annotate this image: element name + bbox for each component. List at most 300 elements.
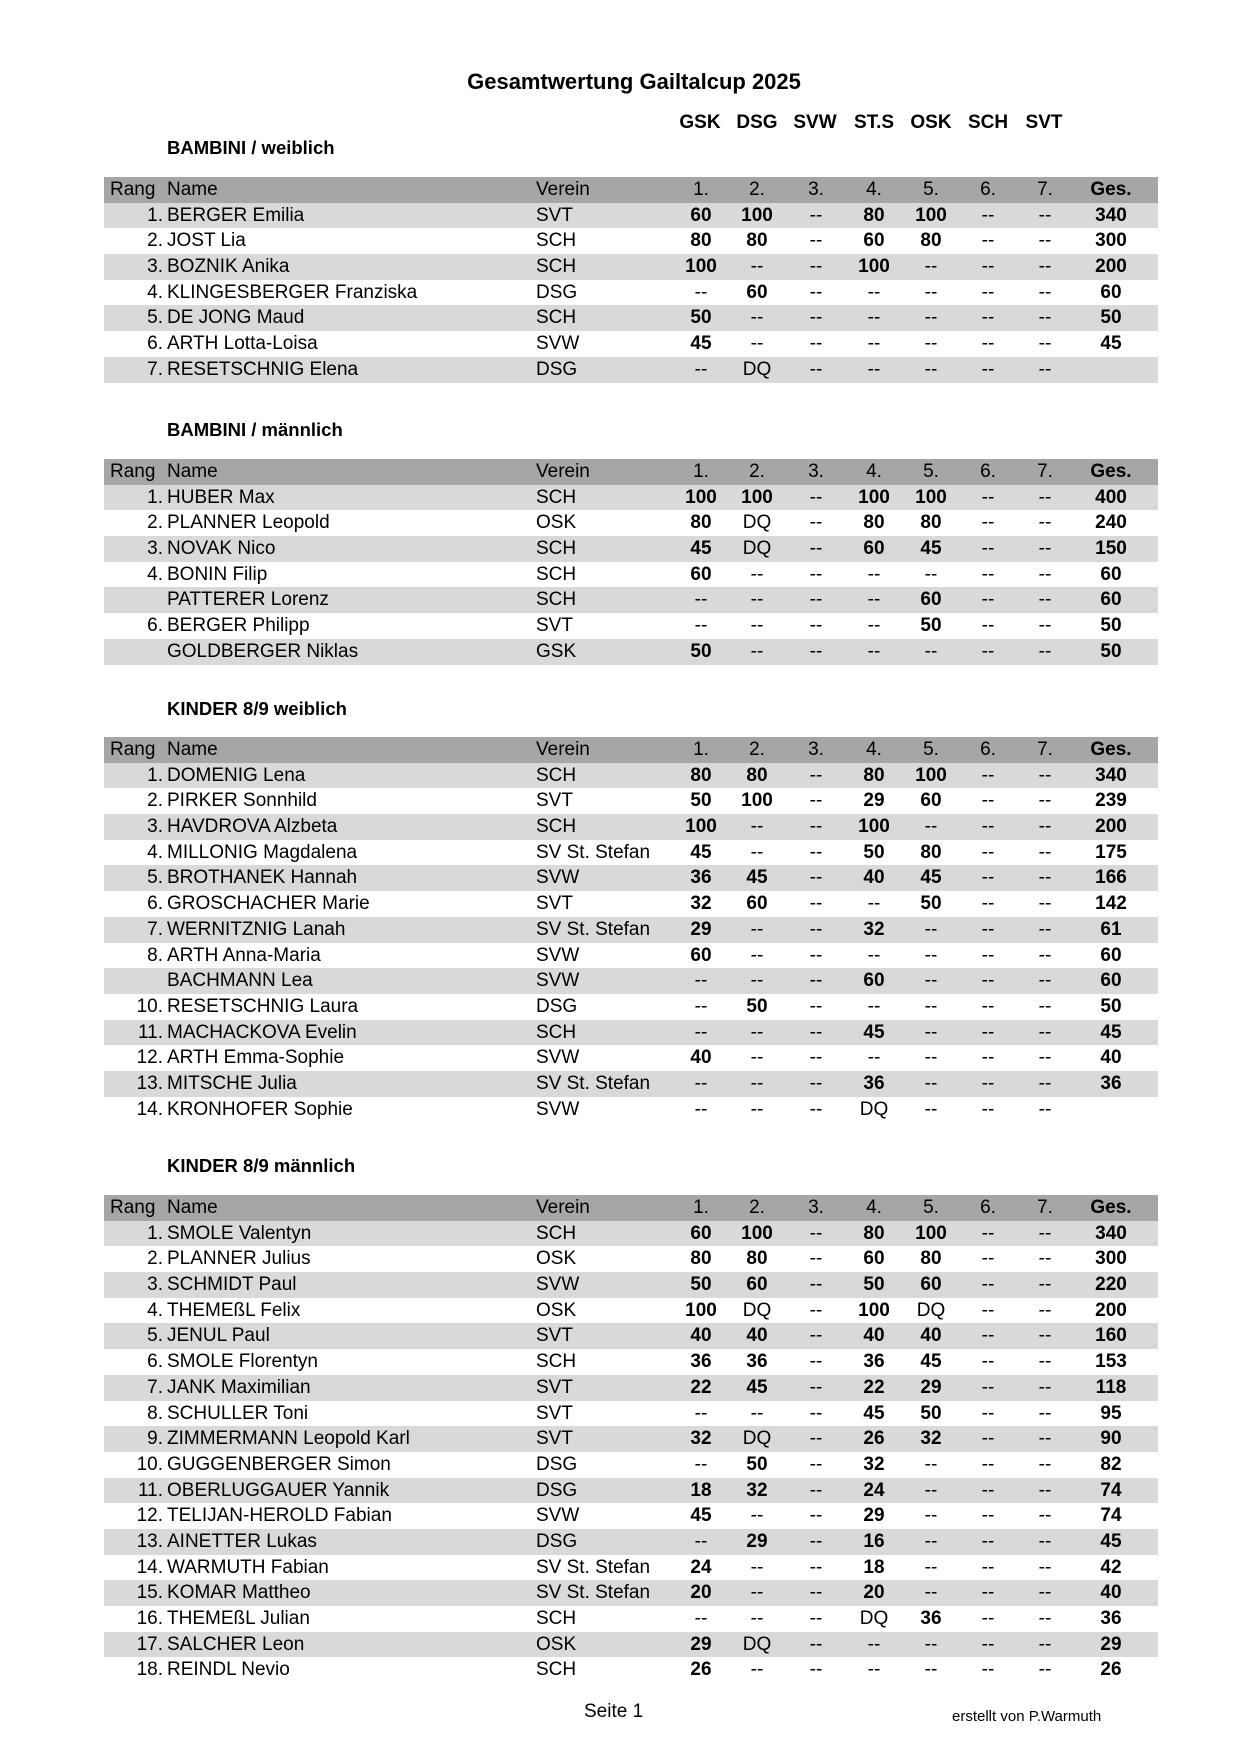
race-points-cell: -- (1038, 1428, 1052, 1450)
race-points-cell: -- (924, 256, 938, 278)
race-points-cell: -- (694, 589, 708, 611)
table-row (104, 536, 1158, 562)
race-points-cell: 26 (690, 1659, 712, 1681)
race-points-cell: -- (981, 944, 995, 966)
table-row (104, 1221, 1158, 1247)
race-points-cell: 80 (920, 512, 942, 534)
table-row (104, 1020, 1158, 1046)
rank-cell: 8. (147, 944, 163, 966)
club-cell: DSG (536, 281, 578, 303)
race-points-cell: -- (809, 944, 823, 966)
athlete-name: MILLONIG Magdalena (167, 841, 358, 863)
results-table (104, 459, 1158, 665)
race-points-cell: -- (750, 1505, 764, 1527)
race-points-cell: -- (694, 358, 708, 380)
club-cell: SCH (536, 816, 577, 838)
column-header-race: 1. (693, 461, 709, 482)
athlete-name: HUBER Max (167, 486, 275, 508)
race-points-cell: 60 (746, 893, 768, 915)
rank-cell: 5. (147, 1325, 163, 1347)
race-points-cell: -- (981, 995, 995, 1017)
race-points-cell: -- (694, 1021, 708, 1043)
race-points-cell: -- (809, 538, 823, 560)
club-abbreviation: ST.S (853, 112, 895, 133)
rank-cell: 7. (147, 918, 163, 940)
race-points-cell: -- (1038, 563, 1052, 585)
page-number: Seite 1 (584, 1701, 644, 1722)
race-points-cell: -- (867, 358, 881, 380)
race-points-cell: 100 (858, 486, 890, 508)
table-row (104, 1375, 1158, 1401)
race-points-cell: 45 (863, 1021, 885, 1043)
column-header-race: 3. (808, 739, 824, 760)
race-points-cell: 45 (920, 1351, 942, 1373)
race-points-cell: -- (981, 1608, 995, 1629)
race-points-cell: 50 (863, 1274, 885, 1296)
race-points-cell: DQ (742, 358, 772, 380)
race-points-cell: -- (1038, 1556, 1052, 1578)
club-cell: SVW (536, 1098, 580, 1120)
column-header-club: Verein (536, 461, 590, 482)
table-row (104, 228, 1158, 254)
column-header-race: 7. (1037, 179, 1053, 200)
race-points-cell: -- (809, 1299, 823, 1321)
total-points-cell: 61 (1100, 918, 1122, 940)
race-points-cell: -- (809, 816, 823, 838)
race-points-cell: -- (867, 589, 881, 611)
athlete-name: JANK Maximilian (167, 1376, 311, 1398)
rank-cell: 2. (147, 230, 163, 252)
race-points-cell: -- (981, 1021, 995, 1043)
table-row (104, 943, 1158, 969)
race-points-cell: -- (809, 333, 823, 355)
club-cell: SVW (536, 333, 580, 355)
race-points-cell: 50 (920, 893, 942, 915)
race-points-cell: -- (924, 995, 938, 1017)
race-points-cell: 80 (863, 764, 885, 786)
race-points-cell: -- (750, 640, 764, 662)
race-points-cell: 100 (858, 256, 890, 278)
race-points-cell: -- (809, 1098, 823, 1120)
race-points-cell: 22 (690, 1376, 712, 1398)
total-points-cell: 220 (1095, 1274, 1127, 1296)
club-cell: SCH (536, 486, 577, 508)
table-row (104, 1529, 1158, 1555)
race-points-cell: -- (809, 1402, 823, 1424)
race-points-cell: 20 (863, 1582, 885, 1604)
race-points-cell: -- (809, 1021, 823, 1043)
club-cell: SV St. Stefan (536, 1582, 651, 1604)
race-points-cell: -- (1038, 764, 1052, 786)
section-title: KINDER 8/9 weiblich (167, 698, 347, 719)
race-points-cell: -- (809, 1582, 823, 1604)
athlete-name: PATTERER Lorenz (167, 589, 329, 611)
total-points-cell: 40 (1100, 1582, 1122, 1604)
athlete-name: REINDL Nevio (167, 1659, 290, 1681)
table-row (104, 1606, 1158, 1632)
athlete-name: BERGER Emilia (167, 204, 305, 226)
race-points-cell: -- (1038, 1479, 1052, 1501)
race-points-cell: -- (750, 1402, 764, 1424)
race-points-cell: 50 (920, 615, 942, 637)
column-header-club: Verein (536, 1197, 590, 1218)
race-points-cell: -- (1038, 1248, 1052, 1270)
race-points-cell: -- (924, 333, 938, 355)
race-points-cell: 40 (863, 1325, 885, 1347)
rank-cell: 11. (137, 1021, 163, 1043)
race-points-cell: -- (1038, 512, 1052, 534)
race-points-cell: 50 (690, 307, 712, 329)
total-points-cell: 400 (1095, 486, 1127, 508)
race-points-cell: -- (1038, 1659, 1052, 1681)
total-points-cell: 60 (1100, 563, 1122, 585)
race-points-cell: 60 (690, 1222, 712, 1244)
race-points-cell: -- (1038, 1047, 1052, 1069)
athlete-name: SCHMIDT Paul (167, 1274, 297, 1296)
race-points-cell: 80 (920, 230, 942, 252)
race-points-cell: 24 (863, 1479, 885, 1501)
table-row (104, 254, 1158, 280)
table-row (104, 1555, 1158, 1581)
race-points-cell: -- (981, 563, 995, 585)
club-abbreviation: GSK (679, 112, 721, 133)
race-points-cell: -- (809, 256, 823, 278)
club-cell: SVT (536, 790, 573, 812)
athlete-name: ARTH Anna-Maria (167, 944, 321, 966)
total-points-cell: 60 (1100, 944, 1122, 966)
race-points-cell: 60 (863, 970, 885, 992)
race-points-cell: -- (924, 358, 938, 380)
race-points-cell: -- (981, 204, 995, 226)
race-points-cell: -- (1038, 841, 1052, 863)
total-points-cell: 340 (1095, 764, 1127, 786)
race-points-cell: -- (981, 1047, 995, 1069)
club-cell: DSG (536, 1479, 578, 1501)
club-cell: SVW (536, 1505, 580, 1527)
total-points-cell: 175 (1095, 841, 1127, 863)
results-table (104, 177, 1158, 383)
race-points-cell: 18 (863, 1556, 885, 1578)
athlete-name: KOMAR Mattheo (167, 1582, 311, 1604)
race-points-cell: DQ (859, 1608, 889, 1629)
column-header-club: Verein (536, 179, 590, 200)
race-points-cell: -- (809, 790, 823, 812)
race-points-cell: -- (981, 1659, 995, 1681)
table-row (104, 1657, 1158, 1683)
rank-cell: 3. (147, 1274, 163, 1296)
race-points-cell: 36 (690, 1351, 712, 1373)
rank-cell: 8. (147, 1402, 163, 1424)
table-row (104, 510, 1158, 536)
column-header-race: 2. (749, 179, 765, 200)
column-header-total: Ges. (1090, 1197, 1132, 1218)
race-points-cell: -- (924, 1556, 938, 1578)
race-points-cell: -- (981, 512, 995, 534)
race-points-cell: -- (809, 204, 823, 226)
race-points-cell: -- (867, 563, 881, 585)
club-cell: SVT (536, 893, 573, 915)
race-points-cell: -- (1038, 538, 1052, 560)
table-header-row (104, 737, 1158, 763)
column-header-rank: Rang (110, 739, 156, 760)
race-points-cell: -- (924, 1633, 938, 1655)
club-cell: SCH (536, 764, 577, 786)
race-points-cell: -- (981, 893, 995, 915)
rank-cell: 3. (147, 256, 163, 278)
race-points-cell: -- (1038, 589, 1052, 611)
race-points-cell: -- (981, 589, 995, 611)
race-points-cell: -- (809, 512, 823, 534)
race-points-cell: -- (981, 1556, 995, 1578)
race-points-cell: 45 (690, 333, 712, 355)
race-points-cell: -- (924, 1072, 938, 1094)
column-header-total: Ges. (1090, 179, 1132, 200)
club-cell: SCH (536, 1351, 577, 1373)
race-points-cell: -- (924, 1047, 938, 1069)
race-points-cell: 29 (863, 790, 885, 812)
race-points-cell: 100 (858, 1299, 890, 1321)
race-points-cell: -- (1038, 893, 1052, 915)
race-points-cell: 100 (915, 204, 947, 226)
race-points-cell: 50 (746, 995, 768, 1017)
total-points-cell: 36 (1100, 1608, 1122, 1629)
race-points-cell: -- (867, 640, 881, 662)
table-row (104, 280, 1158, 306)
race-points-cell: 29 (863, 1505, 885, 1527)
race-points-cell: -- (694, 1072, 708, 1094)
club-abbreviation: SCH (967, 112, 1009, 133)
club-cell: SCH (536, 1608, 577, 1629)
race-points-cell: -- (809, 1556, 823, 1578)
race-points-cell: -- (750, 918, 764, 940)
column-header-race: 6. (980, 461, 996, 482)
table-header-row (104, 177, 1158, 203)
column-header-name: Name (167, 179, 218, 200)
race-points-cell: DQ (859, 1098, 889, 1120)
race-points-cell: 60 (746, 281, 768, 303)
total-points-cell: 45 (1100, 1021, 1122, 1043)
table-row (104, 1580, 1158, 1606)
race-points-cell: -- (924, 307, 938, 329)
race-points-cell: 45 (746, 1376, 768, 1398)
race-points-cell: -- (924, 1098, 938, 1120)
race-points-cell: 40 (920, 1325, 942, 1347)
race-points-cell: -- (750, 589, 764, 611)
table-row (104, 203, 1158, 229)
race-points-cell: 36 (863, 1072, 885, 1094)
column-header-rank: Rang (110, 461, 156, 482)
athlete-name: RESETSCHNIG Laura (167, 995, 359, 1017)
race-points-cell: 45 (920, 867, 942, 889)
race-points-cell: 45 (690, 1505, 712, 1527)
athlete-name: ARTH Lotta-Loisa (167, 333, 318, 355)
athlete-name: AINETTER Lukas (167, 1530, 317, 1552)
race-points-cell: -- (924, 563, 938, 585)
race-points-cell: -- (809, 1659, 823, 1681)
club-cell: SV St. Stefan (536, 918, 651, 940)
race-points-cell: 20 (690, 1582, 712, 1604)
race-points-cell: 100 (915, 764, 947, 786)
race-points-cell: -- (809, 1351, 823, 1373)
race-points-cell: -- (750, 841, 764, 863)
rank-cell: 15. (136, 1582, 163, 1604)
table-row (104, 1045, 1158, 1071)
club-cell: SVW (536, 944, 580, 966)
rank-cell: 3. (147, 816, 163, 838)
race-points-cell: -- (809, 1072, 823, 1094)
table-row (104, 1246, 1158, 1272)
race-points-cell: -- (1038, 1299, 1052, 1321)
table-row (104, 357, 1158, 383)
race-points-cell: -- (809, 1453, 823, 1475)
race-points-cell: -- (1038, 1222, 1052, 1244)
table-row (104, 331, 1158, 357)
table-row (104, 891, 1158, 917)
race-points-cell: 100 (858, 816, 890, 838)
race-points-cell: 32 (690, 893, 712, 915)
race-points-cell: -- (1038, 281, 1052, 303)
race-points-cell: -- (809, 841, 823, 863)
race-points-cell: 29 (746, 1530, 768, 1552)
table-row (104, 305, 1158, 331)
rank-cell: 9. (147, 1428, 163, 1450)
race-points-cell: DQ (742, 1428, 772, 1450)
club-cell: SCH (536, 1659, 577, 1681)
race-points-cell: -- (1038, 867, 1052, 889)
table-row (104, 562, 1158, 588)
club-cell: SVW (536, 867, 580, 889)
club-cell: SVT (536, 1402, 573, 1424)
race-points-cell: 29 (920, 1376, 942, 1398)
race-points-cell: -- (867, 1047, 881, 1069)
athlete-name: THEMEßL Julian (167, 1608, 310, 1629)
race-points-cell: -- (867, 281, 881, 303)
club-cell: SCH (536, 307, 577, 329)
race-points-cell: -- (809, 281, 823, 303)
total-points-cell: 74 (1100, 1505, 1122, 1527)
club-cell: SVT (536, 1376, 573, 1398)
total-points-cell: 340 (1095, 204, 1127, 226)
total-points-cell: 26 (1100, 1659, 1122, 1681)
race-points-cell: 80 (746, 764, 768, 786)
table-row (104, 1349, 1158, 1375)
club-cell: SCH (536, 1222, 577, 1244)
rank-cell: 4. (147, 563, 163, 585)
race-points-cell: 100 (915, 1222, 947, 1244)
race-points-cell: -- (750, 970, 764, 992)
column-header-race: 2. (749, 461, 765, 482)
race-points-cell: 60 (690, 944, 712, 966)
column-header-race: 6. (980, 1197, 996, 1218)
race-points-cell: -- (809, 1608, 823, 1629)
race-points-cell: -- (867, 893, 881, 915)
race-points-cell: -- (1038, 256, 1052, 278)
race-points-cell: 36 (746, 1351, 768, 1373)
race-points-cell: DQ (742, 538, 772, 560)
race-points-cell: -- (809, 1248, 823, 1270)
table-row (104, 1097, 1158, 1123)
table-row (104, 1272, 1158, 1298)
race-points-cell: -- (981, 230, 995, 252)
race-points-cell: 100 (685, 816, 717, 838)
club-cell: DSG (536, 1530, 578, 1552)
column-header-race: 1. (693, 739, 709, 760)
race-points-cell: -- (981, 640, 995, 662)
race-points-cell: 50 (690, 1274, 712, 1296)
column-header-name: Name (167, 1197, 218, 1218)
athlete-name: NOVAK Nico (167, 538, 276, 560)
race-points-cell: -- (981, 1479, 995, 1501)
total-points-cell: 118 (1095, 1376, 1127, 1398)
page-title: Gesamtwertung Gailtalcup 2025 (467, 69, 801, 94)
race-points-cell: 36 (690, 867, 712, 889)
rank-cell: 6. (147, 333, 163, 355)
rank-cell: 5. (147, 867, 163, 889)
athlete-name: GOLDBERGER Niklas (167, 640, 359, 662)
athlete-name: GROSCHACHER Marie (167, 893, 370, 915)
race-points-cell: 50 (920, 1402, 942, 1424)
race-points-cell: -- (809, 1325, 823, 1347)
column-header-total: Ges. (1090, 461, 1132, 482)
race-points-cell: 80 (746, 230, 768, 252)
race-points-cell: -- (981, 790, 995, 812)
race-points-cell: 100 (741, 486, 773, 508)
table-row (104, 994, 1158, 1020)
race-points-cell: -- (750, 1608, 764, 1629)
total-points-cell: 200 (1095, 256, 1127, 278)
race-points-cell: -- (981, 486, 995, 508)
race-points-cell: 22 (863, 1376, 885, 1398)
race-points-cell: DQ (742, 1633, 772, 1655)
club-cell: SVT (536, 1325, 573, 1347)
race-points-cell: 60 (920, 1274, 942, 1296)
race-points-cell: 60 (690, 563, 712, 585)
total-points-cell: 74 (1100, 1479, 1122, 1501)
rank-cell: 7. (147, 358, 163, 380)
race-points-cell: -- (809, 307, 823, 329)
club-abbreviation: SVW (793, 112, 837, 133)
race-points-cell: 16 (863, 1530, 885, 1552)
race-points-cell: 60 (863, 1248, 885, 1270)
race-points-cell: -- (867, 615, 881, 637)
athlete-name: BERGER Philipp (167, 615, 310, 637)
race-points-cell: -- (924, 918, 938, 940)
athlete-name: SMOLE Florentyn (167, 1351, 318, 1373)
club-cell: DSG (536, 995, 578, 1017)
club-cell: OSK (536, 1248, 577, 1270)
total-points-cell: 166 (1095, 867, 1127, 889)
race-points-cell: -- (750, 307, 764, 329)
race-points-cell: 100 (741, 204, 773, 226)
race-points-cell: -- (981, 615, 995, 637)
race-points-cell: 40 (690, 1325, 712, 1347)
race-points-cell: -- (1038, 230, 1052, 252)
race-points-cell: DQ (742, 1299, 772, 1321)
results-table (104, 737, 1158, 1122)
table-row (104, 1071, 1158, 1097)
section-title: BAMBINI / weiblich (167, 137, 335, 158)
rank-cell: 13. (136, 1530, 163, 1552)
rank-cell: 10. (136, 995, 163, 1017)
total-points-cell: 150 (1095, 538, 1127, 560)
rank-cell: 17. (136, 1633, 163, 1655)
race-points-cell: -- (867, 307, 881, 329)
table-row (104, 788, 1158, 814)
race-points-cell: 60 (746, 1274, 768, 1296)
race-points-cell: -- (981, 1530, 995, 1552)
race-points-cell: -- (809, 893, 823, 915)
race-points-cell: -- (924, 816, 938, 838)
